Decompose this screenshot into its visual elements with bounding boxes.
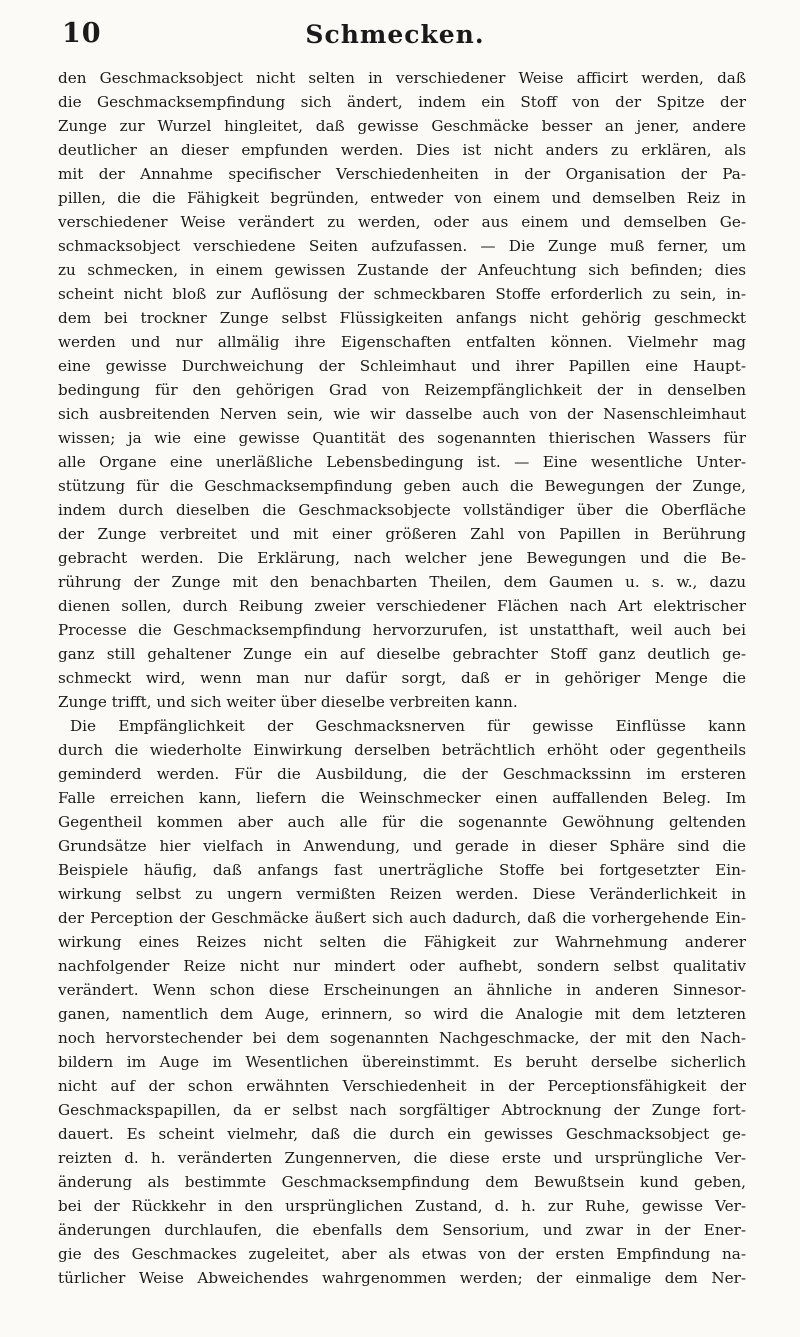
text-line: geminderd werden. Für die Ausbildung, die der Geschmackssinn im ersteren: [58, 765, 746, 783]
text-line: den Geschmacksobject nicht selten in verschiedener Weise afficirt werden, daß: [58, 69, 746, 87]
text-line: schmacksobject verschiedene Seiten aufzufassen. — Die Zunge muß ferner, um: [58, 237, 746, 255]
text-line: bedingung für den gehörigen Grad von Reizempfänglichkeit der in denselben: [58, 381, 746, 399]
text-line: Grundsätze hier vielfach in Anwendung, und gerade in dieser Sphäre sind die: [58, 837, 746, 855]
text-line: stützung für die Geschmacksempfindung geben auch die Bewegungen der Zunge,: [58, 477, 746, 495]
text-line: gie des Geschmackes zugeleitet, aber als etwas von der ersten Empfindung na-: [58, 1245, 746, 1263]
text-line: Zunge trifft, und sich weiter über dieselbe verbreiten kann.: [58, 693, 518, 711]
text-line: wirkung selbst zu ungern vermißten Reizen werden. Diese Veränderlichkeit in: [58, 885, 746, 903]
text-line: noch hervorstechender bei dem sogenannten Nachgeschmacke, der mit den Nach-: [58, 1029, 746, 1047]
text-line: scheint nicht bloß zur Auflösung der schmeckbaren Stoffe erforderlich zu sein, in-: [58, 285, 746, 303]
text-line: dienen sollen, durch Reibung zweier verschiedener Flächen nach Art elektrischer: [58, 597, 746, 615]
text-line: sich ausbreitenden Nerven sein, wie wir dasselbe auch von der Nasenschleimhaut: [58, 405, 746, 423]
page-header: [62, 18, 728, 54]
text-line: dauert. Es scheint vielmehr, daß die durch ein gewisses Geschmacksobject ge-: [58, 1125, 746, 1143]
text-line: Falle erreichen kann, liefern die Weinschmecker einen auffallenden Beleg. Im: [58, 789, 746, 807]
text-line: rührung der Zunge mit den benachbarten Theilen, dem Gaumen u. s. w., dazu: [58, 573, 746, 591]
text-line: wirkung eines Reizes nicht selten die Fähigkeit zur Wahrnehmung anderer: [58, 933, 746, 951]
running-head: Schmecken.: [305, 20, 485, 49]
text-line: Geschmackspapillen, da er selbst nach sorgfältiger Abtrocknung der Zunge fort-: [58, 1101, 746, 1119]
text-line: zu schmecken, in einem gewissen Zustande der Anfeuchtung sich befinden; dies: [58, 261, 746, 279]
text-line: änderung als bestimmte Geschmacksempfindung dem Bewußtsein kund geben,: [58, 1173, 746, 1191]
text-line: der Perception der Geschmäcke äußert sich auch dadurch, daß die vorhergehende Ein-: [58, 909, 746, 927]
text-line: verschiedener Weise verändert zu werden, oder aus einem und demselben Ge-: [58, 213, 746, 231]
text-line: bei der Rückkehr in den ursprünglichen Zustand, d. h. zur Ruhe, gewisse Ver-: [58, 1197, 746, 1215]
text-line: Processe die Geschmacksempfindung hervorzurufen, ist unstatthaft, weil auch bei: [58, 621, 746, 639]
text-line: durch die wiederholte Einwirkung derselben beträchtlich erhöht oder gegentheils: [58, 741, 746, 759]
text-line: wissen; ja wie eine gewisse Quantität des sogenannten thierischen Wassers für: [58, 429, 746, 447]
text-line: deutlicher an dieser empfunden werden. Dies ist nicht anders zu erklären, als: [58, 141, 746, 159]
text-line: türlicher Weise Abweichendes wahrgenommen werden; der einmalige dem Ner-: [58, 1269, 746, 1287]
body-text: [58, 66, 746, 1290]
text-line: ganz still gehaltener Zunge ein auf dieselbe gebrachter Stoff ganz deutlich ge-: [58, 645, 746, 663]
text-line: nachfolgender Reize nicht nur mindert oder aufhebt, sondern selbst qualitativ: [58, 957, 746, 975]
text-line: nicht auf der schon erwähnten Verschiedenheit in der Perceptionsfähigkeit der: [58, 1077, 746, 1095]
text-line: Zunge zur Wurzel hingleitet, daß gewisse Geschmäcke besser an jener, andere: [58, 117, 746, 135]
text-line: indem durch dieselben die Geschmacksobjecte vollständiger über die Oberfläche: [58, 501, 746, 519]
text-line: alle Organe eine unerläßliche Lebensbedingung ist. — Eine wesentliche Unter-: [58, 453, 746, 471]
text-line: reizten d. h. veränderten Zungennerven, die diese erste und ursprüngliche Ver-: [58, 1149, 746, 1167]
text-line: bildern im Auge im Wesentlichen übereinstimmt. Es beruht derselbe sicherlich: [58, 1053, 746, 1071]
text-line: die Geschmacksempfindung sich ändert, indem ein Stoff von der Spitze der: [58, 93, 746, 111]
text-line: mit der Annahme specifischer Verschiedenheiten in der Organisation der Pa-: [58, 165, 746, 183]
text-line: pillen, die die Fähigkeit begründen, entweder von einem und demselben Reiz in: [58, 189, 746, 207]
text-line: dem bei trockner Zunge selbst Flüssigkeiten anfangs nicht gehörig geschmeckt: [58, 309, 746, 327]
text-line: Beispiele häufig, daß anfangs fast unerträgliche Stoffe bei fortgesetzter Ein-: [58, 861, 746, 879]
text-line: schmeckt wird, wenn man nur dafür sorgt, daß er in gehöriger Menge die: [58, 669, 746, 687]
text-line: Die Empfänglichkeit der Geschmacksnerven für gewisse Einflüsse kann: [70, 717, 746, 735]
text-line: verändert. Wenn schon diese Erscheinungen an ähnliche in anderen Sinnesor-: [58, 981, 746, 999]
text-line: ganen, namentlich dem Auge, erinnern, so wird die Analogie mit dem letzteren: [58, 1005, 746, 1023]
text-line: Gegentheil kommen aber auch alle für die sogenannte Gewöhnung geltenden: [58, 813, 746, 831]
text-line: änderungen durchlaufen, die ebenfalls dem Sensorium, und zwar in der Ener-: [58, 1221, 746, 1239]
text-line: werden und nur allmälig ihre Eigenschaften entfalten können. Vielmehr mag: [58, 333, 746, 351]
text-line: gebracht werden. Die Erklärung, nach welcher jene Bewegungen und die Be-: [58, 549, 746, 567]
page-number: 10: [62, 18, 102, 49]
text-line: eine gewisse Durchweichung der Schleimhaut und ihrer Papillen eine Haupt-: [58, 357, 746, 375]
text-line: der Zunge verbreitet und mit einer größeren Zahl von Papillen in Berührung: [58, 525, 746, 543]
